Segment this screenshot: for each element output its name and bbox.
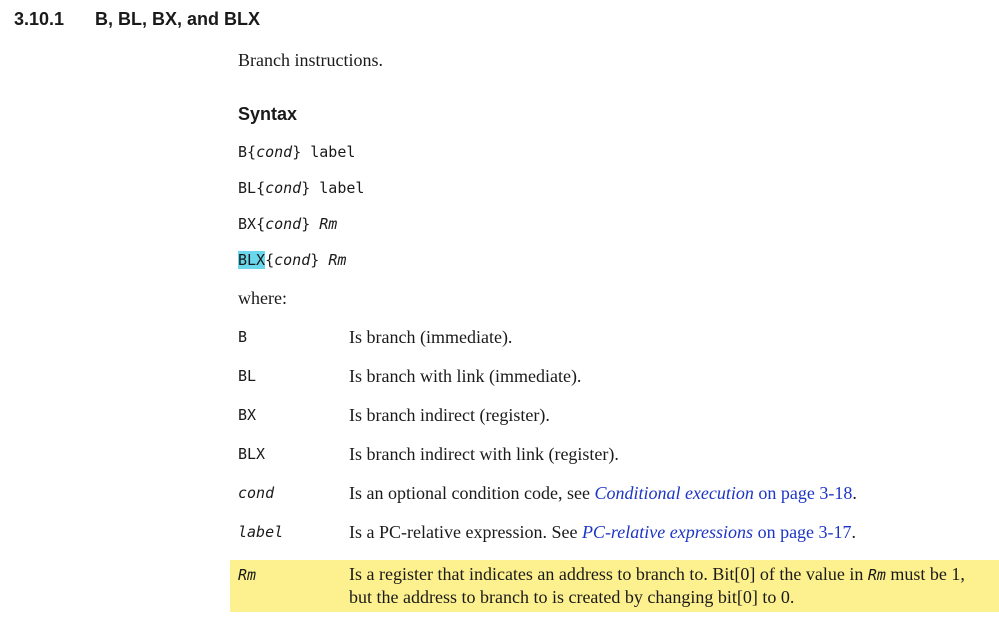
definition-term: B: [238, 328, 248, 346]
syntax-line: BLX{cond} Rm: [238, 251, 347, 269]
definition-desc: Is branch indirect (register).: [349, 405, 550, 425]
definition-term: cond: [238, 484, 275, 502]
definition-desc: Is an optional condition code, see Conditional execution on page 3-18.: [349, 483, 857, 503]
definition-term: Rm: [238, 566, 257, 584]
definition-term: BX: [238, 406, 257, 424]
definition-term: BL: [238, 367, 257, 385]
definition-desc: Is branch (immediate).: [349, 327, 513, 347]
definition-term: label: [238, 523, 284, 541]
where-label: where:: [238, 288, 287, 308]
syntax-line: BX{cond} Rm: [238, 215, 338, 233]
pc-relative-expressions-link[interactable]: PC-relative expressions on page 3-17: [581, 522, 852, 542]
highlighted-definition-row: [230, 560, 999, 612]
definition-desc: Is branch with link (immediate).: [349, 366, 582, 386]
conditional-execution-link[interactable]: Conditional execution on page 3-18: [594, 483, 853, 503]
section-number: 3.10.1: [14, 9, 65, 29]
intro-text: Branch instructions.: [238, 50, 383, 70]
definition-desc: Is a register that indicates an address to branch to. Bit[0] of the value in Rm must be 1, but the address to branch to is created by changing bit[0] to 0.: [349, 564, 965, 607]
syntax-line: B{cond} label: [238, 143, 356, 161]
definition-desc: Is branch indirect with link (register).: [349, 444, 619, 464]
syntax-line: BL{cond} label: [238, 179, 365, 197]
definition-term: BLX: [238, 445, 266, 463]
section-title: B, BL, BX, and BLX: [95, 9, 261, 29]
section-heading: [14, 7, 260, 31]
search-highlight: BLX: [238, 251, 266, 269]
definition-desc: Is a PC-relative expression. See PC-relative expressions on page 3-17.: [349, 522, 857, 542]
syntax-heading: Syntax: [238, 104, 298, 124]
